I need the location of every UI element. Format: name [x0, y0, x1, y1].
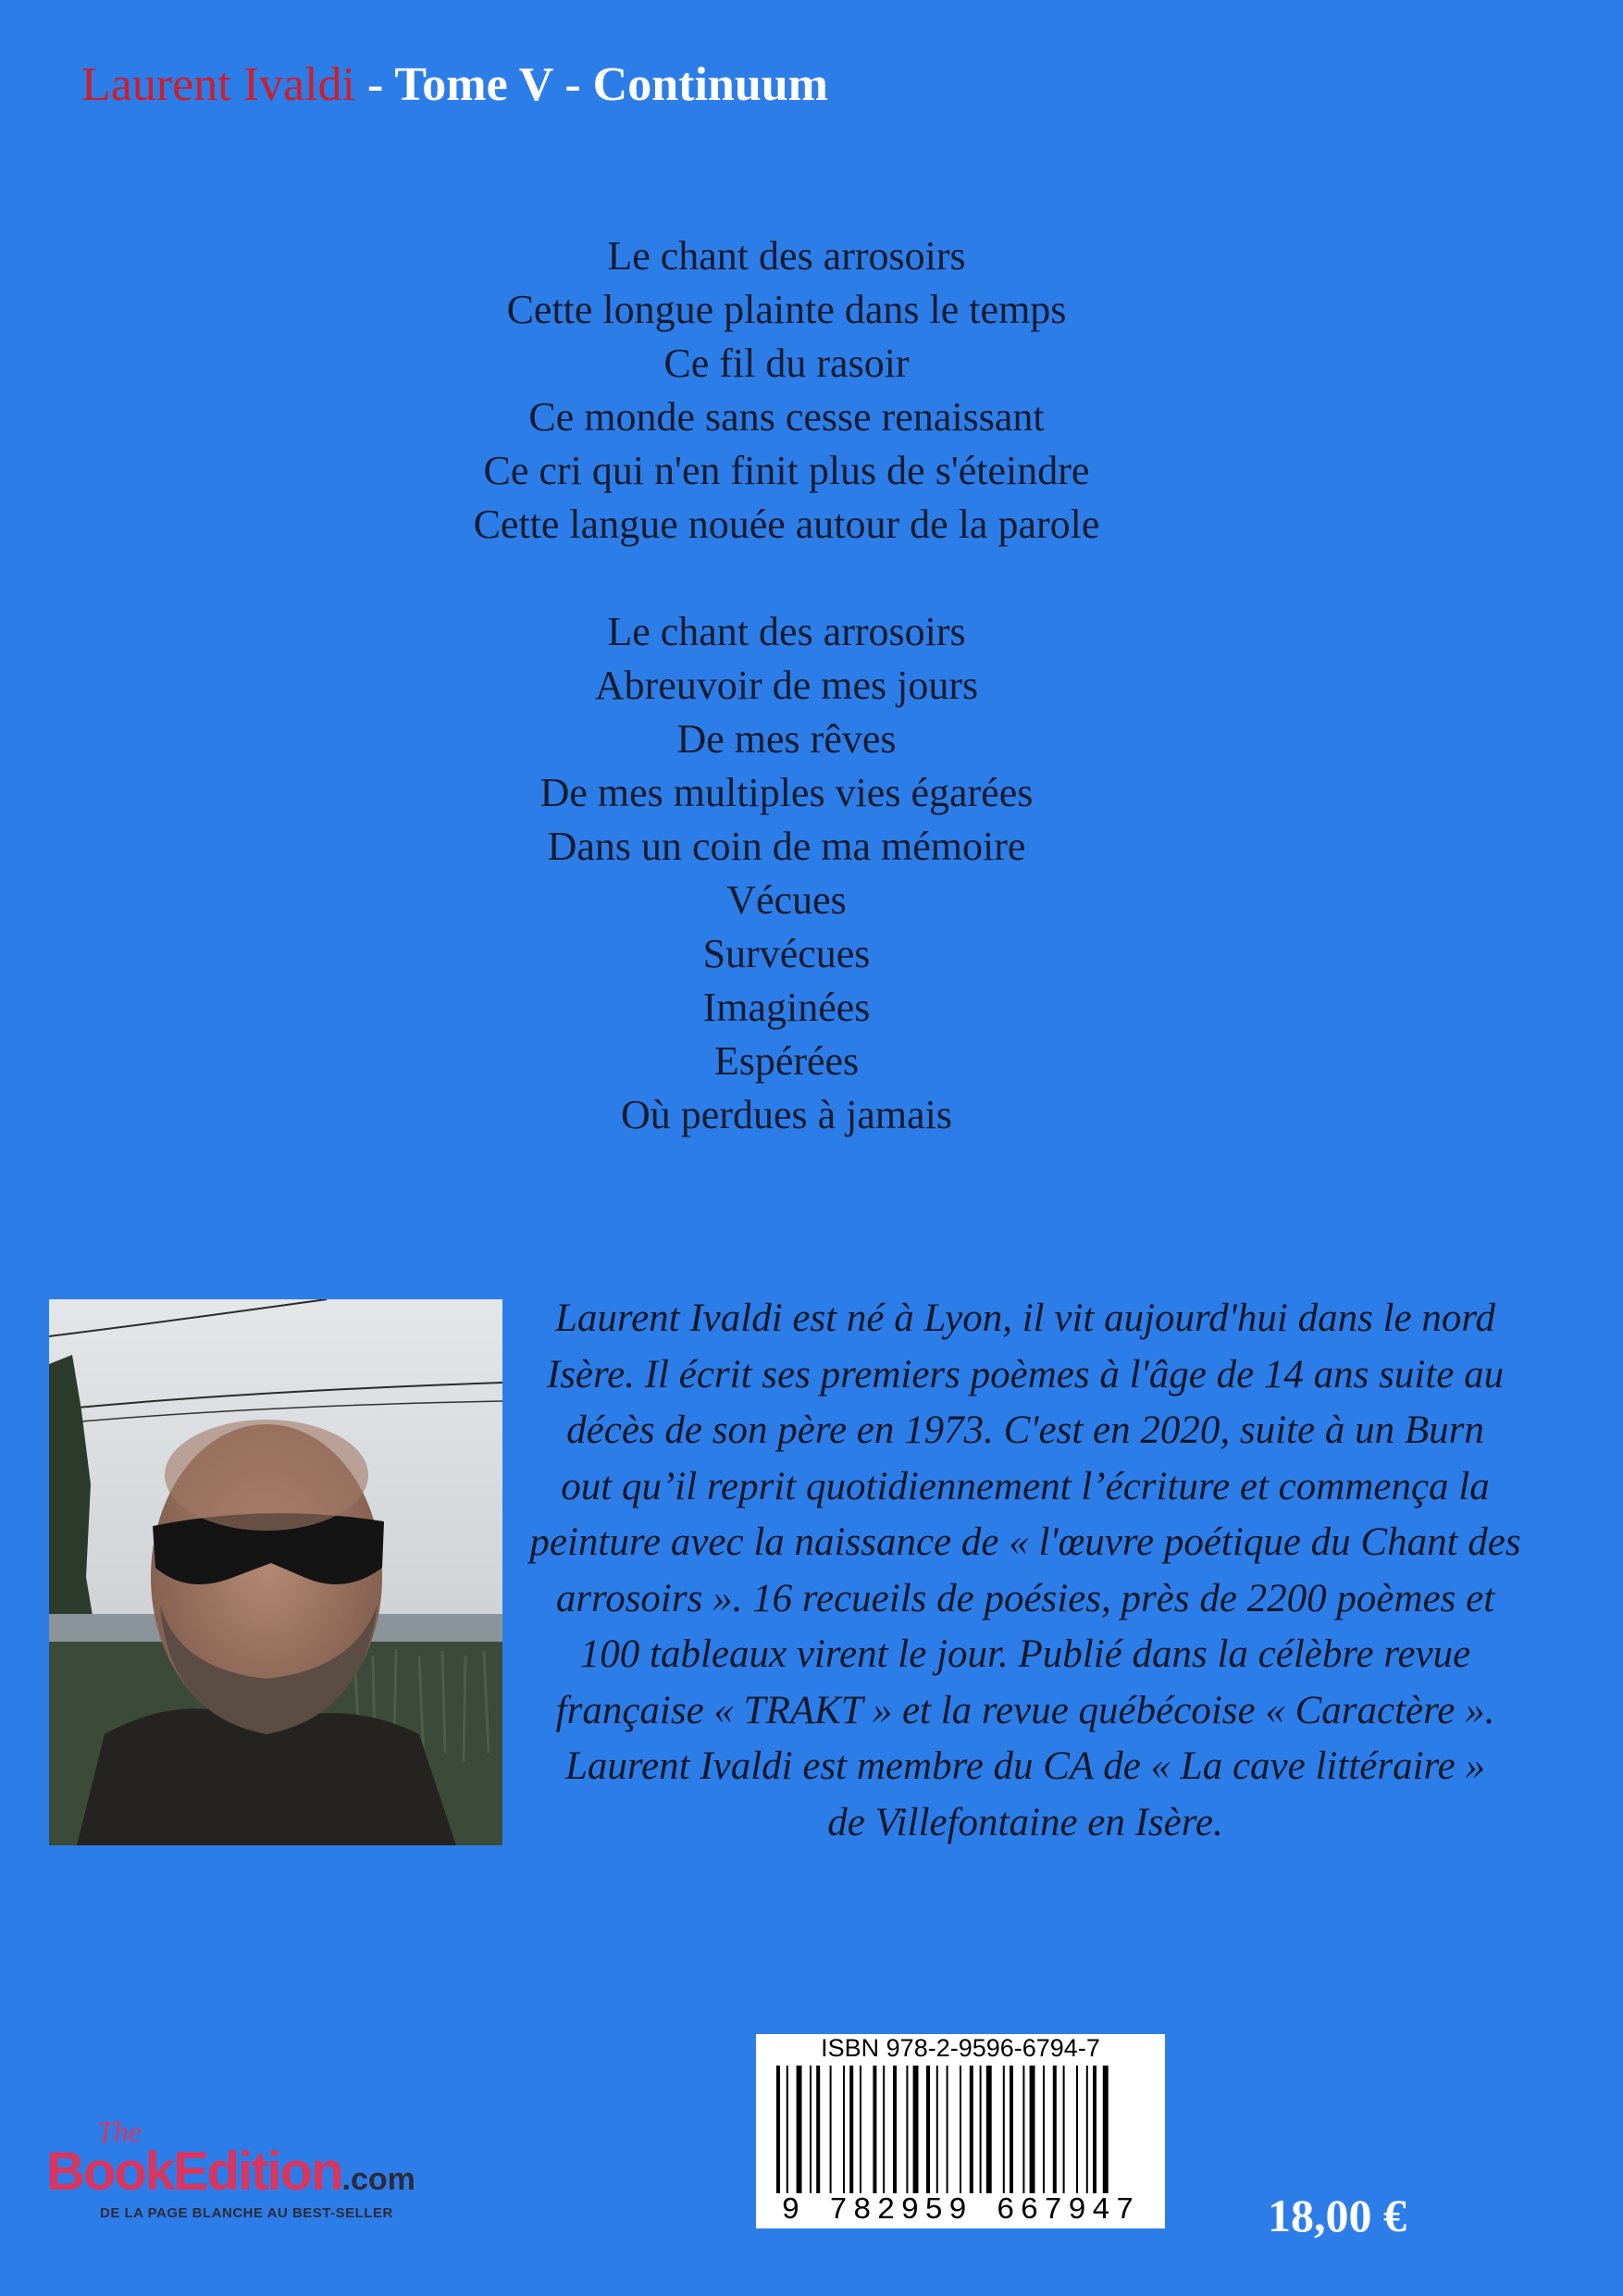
barcode-bar — [1103, 2066, 1109, 2193]
bio-line: arrosoirs ». 16 recueils de poésies, près de 2200 poèmes et — [555, 1576, 1495, 1620]
logo-tagline: DE LA PAGE BLANCHE AU BEST-SELLER — [100, 2205, 393, 2221]
barcode-bar — [1022, 2066, 1024, 2193]
barcode-bar — [906, 2066, 908, 2193]
barcode-bar — [843, 2066, 845, 2193]
author-photo-image — [49, 1299, 502, 1845]
isbn-digits: 9 782959 667947 — [781, 2193, 1140, 2228]
barcode-bar — [1030, 2066, 1035, 2193]
author-photo — [49, 1299, 502, 1845]
poem-line: Le chant des arrosoirs — [607, 233, 966, 279]
poem-line: Dans un coin de ma mémoire — [547, 824, 1026, 869]
barcode-bar — [873, 2066, 876, 2193]
barcode-bar — [1003, 2066, 1005, 2193]
barcode-bar — [1010, 2066, 1013, 2193]
isbn-barcode — [756, 2034, 1165, 2228]
barcode-bar — [830, 2066, 832, 2193]
poem-stanza-1 — [0, 230, 1573, 552]
barcode-bar — [913, 2066, 919, 2193]
poem-line: De mes rêves — [676, 716, 897, 762]
barcode-bar — [849, 2066, 853, 2193]
bio-line: française « TRAKT » et la revue québécoise « Caractère ». — [555, 1688, 1495, 1732]
author-bio — [507, 1291, 1543, 1851]
cover-title — [81, 57, 828, 112]
poem-line: Le chant des arrosoirs — [607, 609, 966, 654]
poem-line: Où perdues à jamais — [621, 1092, 952, 1137]
logo-the: The — [97, 2115, 142, 2148]
poem-line: Survécues — [702, 931, 871, 976]
logo-brand — [46, 2141, 415, 2203]
logo-brand-part-b: n — [311, 2141, 342, 2202]
barcode-bar — [776, 2066, 780, 2193]
barcode-bar — [1076, 2066, 1078, 2193]
bio-line: out qu’il reprit quotidiennement l’écriture et commença la — [561, 1464, 1490, 1508]
poem-line: Imaginées — [702, 985, 871, 1030]
poem-line: Ce fil du rasoir — [663, 341, 910, 386]
barcode-bar — [1086, 2066, 1088, 2193]
barcode-bar — [860, 2066, 861, 2193]
barcode-bar — [1053, 2066, 1057, 2193]
logo-brand-o: o — [279, 2141, 312, 2202]
poem-line: Ce monde sans cesse renaissant — [528, 394, 1045, 440]
barcode-bar — [986, 2066, 992, 2193]
bio-line: Isère. Il écrit ses premiers poèmes à l'âge de 14 ans suite au — [546, 1352, 1505, 1396]
author-name: Laurent Ivaldi — [81, 58, 355, 111]
poem-line: Ce cri qui n'en finit plus de s'éteindre — [483, 448, 1090, 493]
bio-line: 100 tableaux virent le jour. Publié dans la célèbre revue — [579, 1632, 1471, 1676]
publisher-logo — [46, 2115, 509, 2226]
barcode-bar — [980, 2066, 982, 2193]
barcode-bar — [810, 2066, 812, 2193]
barcode-bar — [1063, 2066, 1065, 2193]
poem-line: De mes multiples vies égarées — [539, 770, 1034, 815]
poem-line: Vécues — [726, 877, 847, 923]
barcode-bar — [893, 2066, 897, 2193]
barcode-bar — [816, 2066, 820, 2193]
poem-line: Espérées — [713, 1038, 860, 1084]
bio-line: Laurent Ivaldi est né à Lyon, il vit aujourd'hui dans le nord — [555, 1297, 1495, 1340]
barcode-bar — [926, 2066, 930, 2193]
barcode-bar — [883, 2066, 885, 2193]
barcode-bar — [936, 2066, 938, 2193]
bio-line: décès de son père en 1973. C'est en 2020, suite à un Burn — [566, 1409, 1484, 1452]
bio-line: de Villefontaine en Isère. — [827, 1800, 1223, 1844]
series-title: - Tome V - Continuum — [354, 58, 828, 111]
barcode-bar — [947, 2066, 948, 2193]
poem-stanza-2 — [0, 605, 1573, 1142]
logo-brand-part-a: BookEditi — [46, 2141, 280, 2202]
logo-dotcom: .com — [341, 2162, 415, 2197]
poem-line: Abreuvoir de mes jours — [594, 663, 979, 708]
bio-line: Laurent Ivaldi est membre du CA de « La cave littéraire » — [564, 1744, 1486, 1788]
barcode-bar — [960, 2066, 961, 2193]
poem-line: Cette langue nouée autour de la parole — [473, 502, 1100, 547]
barcode-bar — [787, 2066, 788, 2193]
poem-line: Cette longue plainte dans le temps — [506, 287, 1067, 332]
barcode-bar — [970, 2066, 973, 2193]
price: 18,00 € — [1268, 2190, 1406, 2241]
barcode-bar — [797, 2066, 802, 2193]
bio-line: peinture avec la naissance de « l'œuvre poétique du Chant des — [529, 1520, 1521, 1564]
barcode-bar — [1043, 2066, 1045, 2193]
barcode-bar — [1093, 2066, 1096, 2193]
isbn-label: ISBN 978-2-9596-6794-7 — [821, 2034, 1100, 2062]
